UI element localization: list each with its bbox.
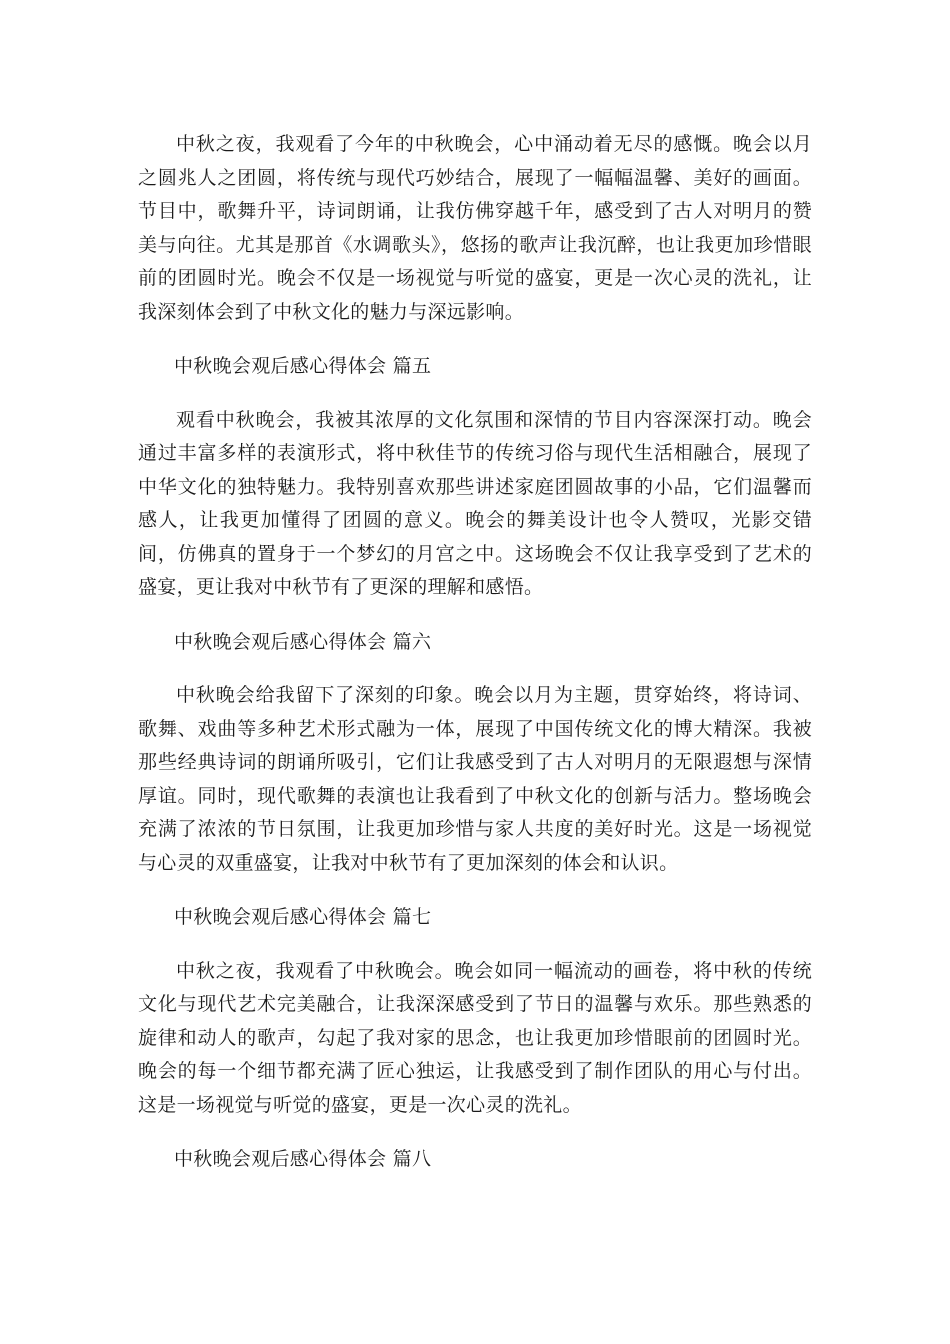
paragraph-intro: 中秋之夜，我观看了今年的中秋晚会，心中涌动着无尽的感慨。晚会以月之圆兆人之团圆，将传统与现代巧妙结合，展现了一幅幅温馨、美好的画面。节目中，歌舞升平，诗词朗诵，让我仿佛穿越千年，感受到了古人对明月的赞美与向往。尤其是那首《水调歌头》，悠扬的歌声让我沉醉，也让我更加珍惜眼前的团圆时光。晚会不仅是一场视觉与听觉的盛宴，更是一次心灵的洗礼，让我深刻体会到了中秋文化的魅力与深远影响。: [138, 133, 812, 323]
section-heading-6: 中秋晚会观后感心得体会 篇六: [174, 630, 432, 653]
section-heading-5: 中秋晚会观后感心得体会 篇五: [174, 355, 432, 377]
document-page: [138, 128, 812, 1177]
section-heading-7: 中秋晚会观后感心得体会 篇七: [174, 906, 432, 928]
section-heading-8: 中秋晚会观后感心得体会 篇八: [174, 1148, 432, 1170]
paragraph-6: 中秋晚会给我留下了深刻的印象。晚会以月为主题，贯穿始终，将诗词、歌舞、戏曲等多种艺术形式融为一体，展现了中国传统文化的博大精深。我被那些经典诗词的朗诵所吸引，它们让我感受到了古人对明月的无限遐想与深情厚谊。同时，现代歌舞的表演也让我看到了中秋文化的创新与活力。整场晚会充满了浓浓的节日氛围，让我更加珍惜与家人共度的美好时光。这是一场视觉与心灵的双重盛宴，让我对中秋节有了更加深刻的体会和认识。: [138, 684, 812, 874]
paragraph-7: 中秋之夜，我观看了中秋晚会。晚会如同一幅流动的画卷，将中秋的传统文化与现代艺术完美融合，让我深深感受到了节日的温馨与欢乐。那些熟悉的旋律和动人的歌声，勾起了我对家的思念，也让我更加珍惜眼前的团圆时光。晚会的每一个细节都充满了匠心独运，让我感受到了制作团队的用心与付出。这是一场视觉与听觉的盛宴，更是一次心灵的洗礼。: [138, 959, 812, 1116]
paragraph-5: 观看中秋晚会，我被其浓厚的文化氛围和深情的节目内容深深打动。晚会通过丰富多样的表演形式，将中秋佳节的传统习俗与现代生活相融合，展现了中华文化的独特魅力。我特别喜欢那些讲述家庭团圆故事的小品，它们温馨而感人，让我更加懂得了团圆的意义。晚会的舞美设计也令人赞叹，光影交错间，仿佛真的置身于一个梦幻的月宫之中。这场晚会不仅让我享受到了艺术的盛宴，更让我对中秋节有了更深的理解和感悟。: [138, 408, 812, 598]
